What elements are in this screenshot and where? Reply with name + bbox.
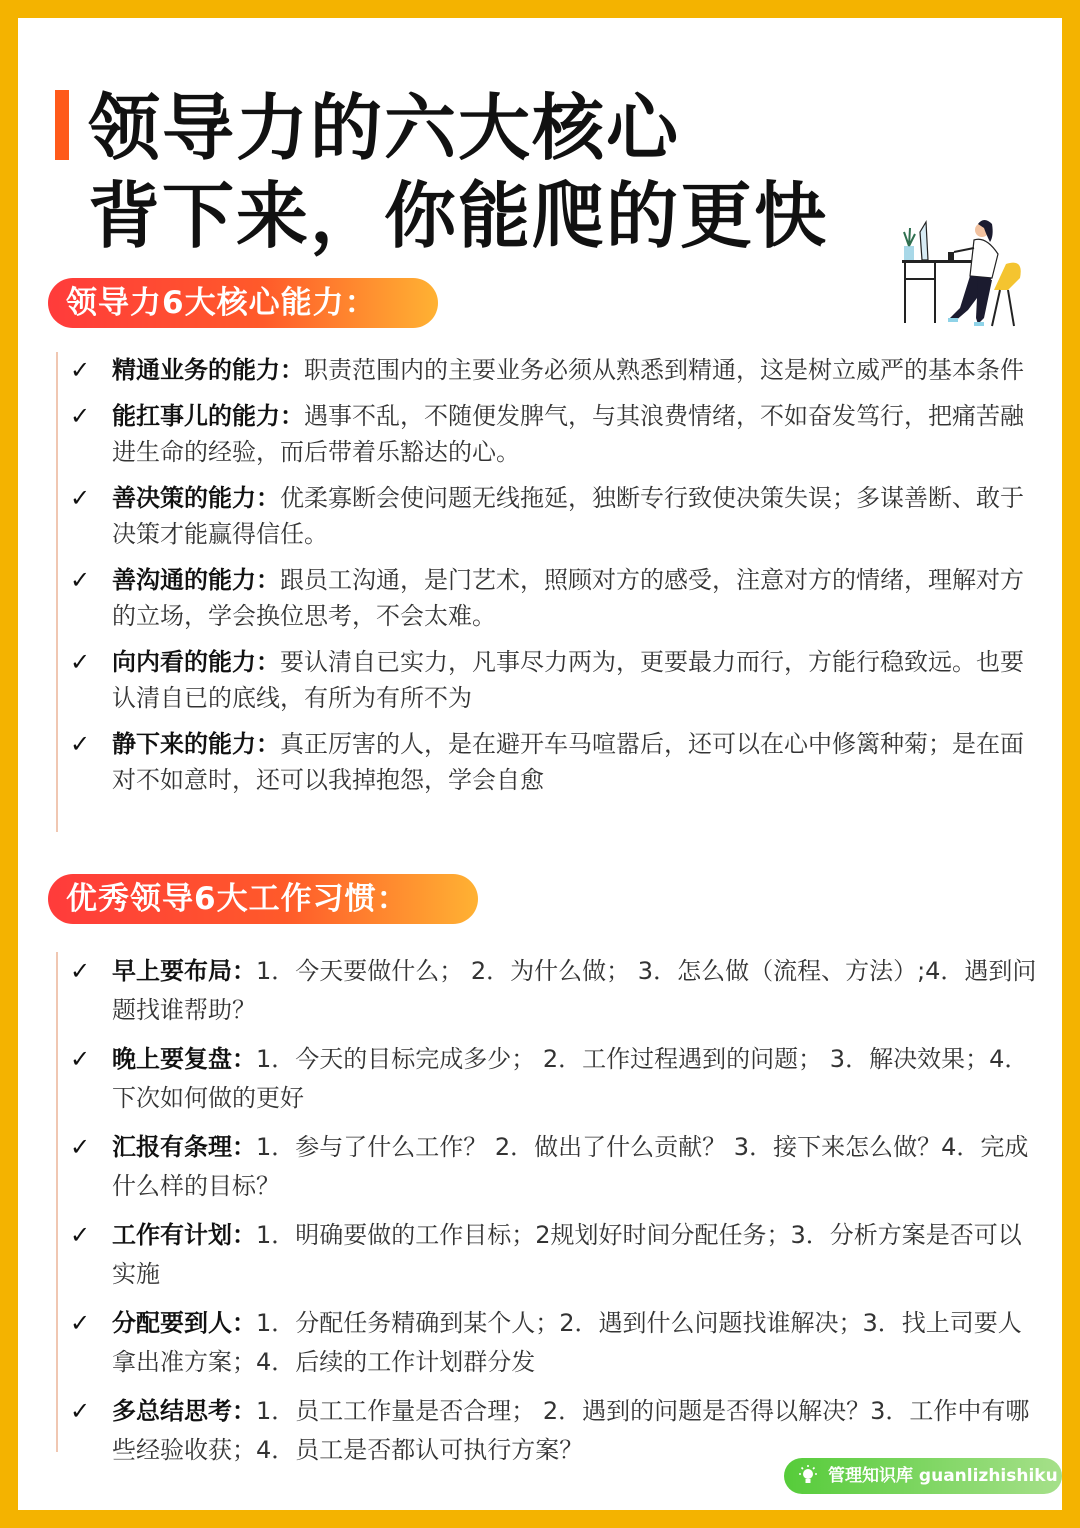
- item-text: 优柔寡断会使问题无线拖延，独断专行致使决策失误；多谋善断、敢于决策才能赢得信任。: [112, 484, 1024, 548]
- check-icon: ✓: [70, 484, 91, 512]
- item-text: 1．明确要做的工作目标；2规划好时间分配任务；3．分析方案是否可以实施: [112, 1221, 1022, 1288]
- check-icon: ✓: [70, 957, 91, 985]
- check-icon: ✓: [70, 730, 91, 758]
- section-heading-habits: 优秀领导6大工作习惯：: [48, 874, 478, 924]
- list-item: [58, 726, 1038, 798]
- item-text: 跟员工沟通，是门艺术，照顾对方的感受，注意对方的情绪，理解对方的立场，学会换位思考，不会太难。: [112, 566, 1024, 630]
- item-label: 晚上要复盘：: [112, 1045, 256, 1073]
- item-text: 1．今天的目标完成多少； 2．工作过程遇到的问题； 3．解决效果；4．下次如何做的更好: [112, 1045, 1029, 1112]
- poster-card: [18, 18, 1062, 1510]
- check-icon: ✓: [70, 1133, 91, 1161]
- list-item: [58, 398, 1038, 470]
- item-text: 1．今天要做什么； 2．为什么做； 3．怎么做（流程、方法）;4．遇到问题找谁帮助？: [112, 957, 1037, 1024]
- list-item: [58, 952, 1038, 1030]
- item-label: 精通业务的能力：: [112, 356, 304, 384]
- list-item: [58, 1040, 1038, 1118]
- check-icon: ✓: [70, 1397, 91, 1425]
- item-label: 分配要到人：: [112, 1309, 256, 1337]
- item-label: 早上要布局：: [112, 957, 256, 985]
- item-label: 能扛事儿的能力：: [112, 402, 304, 430]
- watermark-badge: [784, 1458, 1062, 1494]
- item-text: 真正厉害的人，是在避开车马喧嚣后，还可以在心中修篱种菊；是在面对不如意时，还可以我掉抱怨，学会自愈: [112, 730, 1024, 794]
- list-item: [58, 1304, 1038, 1382]
- item-text: 遇事不乱，不随便发脾气，与其浪费情绪，不如奋发笃行，把痛苦融进生命的经验，而后带着乐豁达的心。: [112, 402, 1024, 466]
- title-line-1: 领导力的六大核心: [88, 86, 681, 170]
- item-text: 要认清自已实力，凡事尽力两为，更要最力而行，方能行稳致远。也要认清自已的底线，有所为有所不为: [112, 648, 1024, 712]
- watermark-text: 管理知识库 guanlizhishiku: [828, 1466, 1058, 1486]
- list-item: [58, 644, 1038, 716]
- check-icon: ✓: [70, 1045, 91, 1073]
- item-label: 静下来的能力：: [112, 730, 280, 758]
- item-label: 向内看的能力：: [112, 648, 280, 676]
- list-item: [58, 1128, 1038, 1206]
- item-label: 善沟通的能力：: [112, 566, 280, 594]
- woman-at-desk-illustration: [888, 214, 1038, 334]
- item-text: 职责范围内的主要业务必须从熟悉到精通，这是树立威严的基本条件: [304, 356, 1024, 384]
- abilities-list: [56, 352, 1038, 832]
- check-icon: ✓: [70, 566, 91, 594]
- check-icon: ✓: [70, 1309, 91, 1337]
- lightbulb-icon: [796, 1464, 820, 1488]
- page-title: [88, 84, 828, 260]
- check-icon: ✓: [70, 1221, 91, 1249]
- section-heading-abilities: 领导力6大核心能力：: [48, 278, 438, 328]
- list-item: [58, 562, 1038, 634]
- habits-list: [56, 952, 1038, 1464]
- check-icon: ✓: [70, 356, 91, 384]
- item-text: 1．参与了什么工作？ 2．做出了什么贡献？ 3．接下来怎么做？4．完成什么样的目标？: [112, 1133, 1029, 1200]
- list-item: [58, 352, 1038, 388]
- item-label: 多总结思考：: [112, 1397, 256, 1425]
- check-icon: ✓: [70, 648, 91, 676]
- title-line-2: 背下来，你能爬的更快: [88, 174, 829, 258]
- item-text: 1．分配任务精确到某个人；2．遇到什么问题找谁解决；3．找上司要人拿出准方案；4．后续的工作计划群分发: [112, 1309, 1022, 1376]
- list-item: [58, 1216, 1038, 1294]
- item-text: 1．员工工作量是否合理； 2．遇到的问题是否得以解决？3．工作中有哪些经验收获；4．员工是否都认可执行方案？: [112, 1397, 1030, 1464]
- item-label: 工作有计划：: [112, 1221, 256, 1249]
- check-icon: ✓: [70, 402, 91, 430]
- item-label: 善决策的能力：: [112, 484, 280, 512]
- title-accent-bar: [55, 90, 69, 160]
- list-item: [58, 480, 1038, 552]
- item-label: 汇报有条理：: [112, 1133, 256, 1161]
